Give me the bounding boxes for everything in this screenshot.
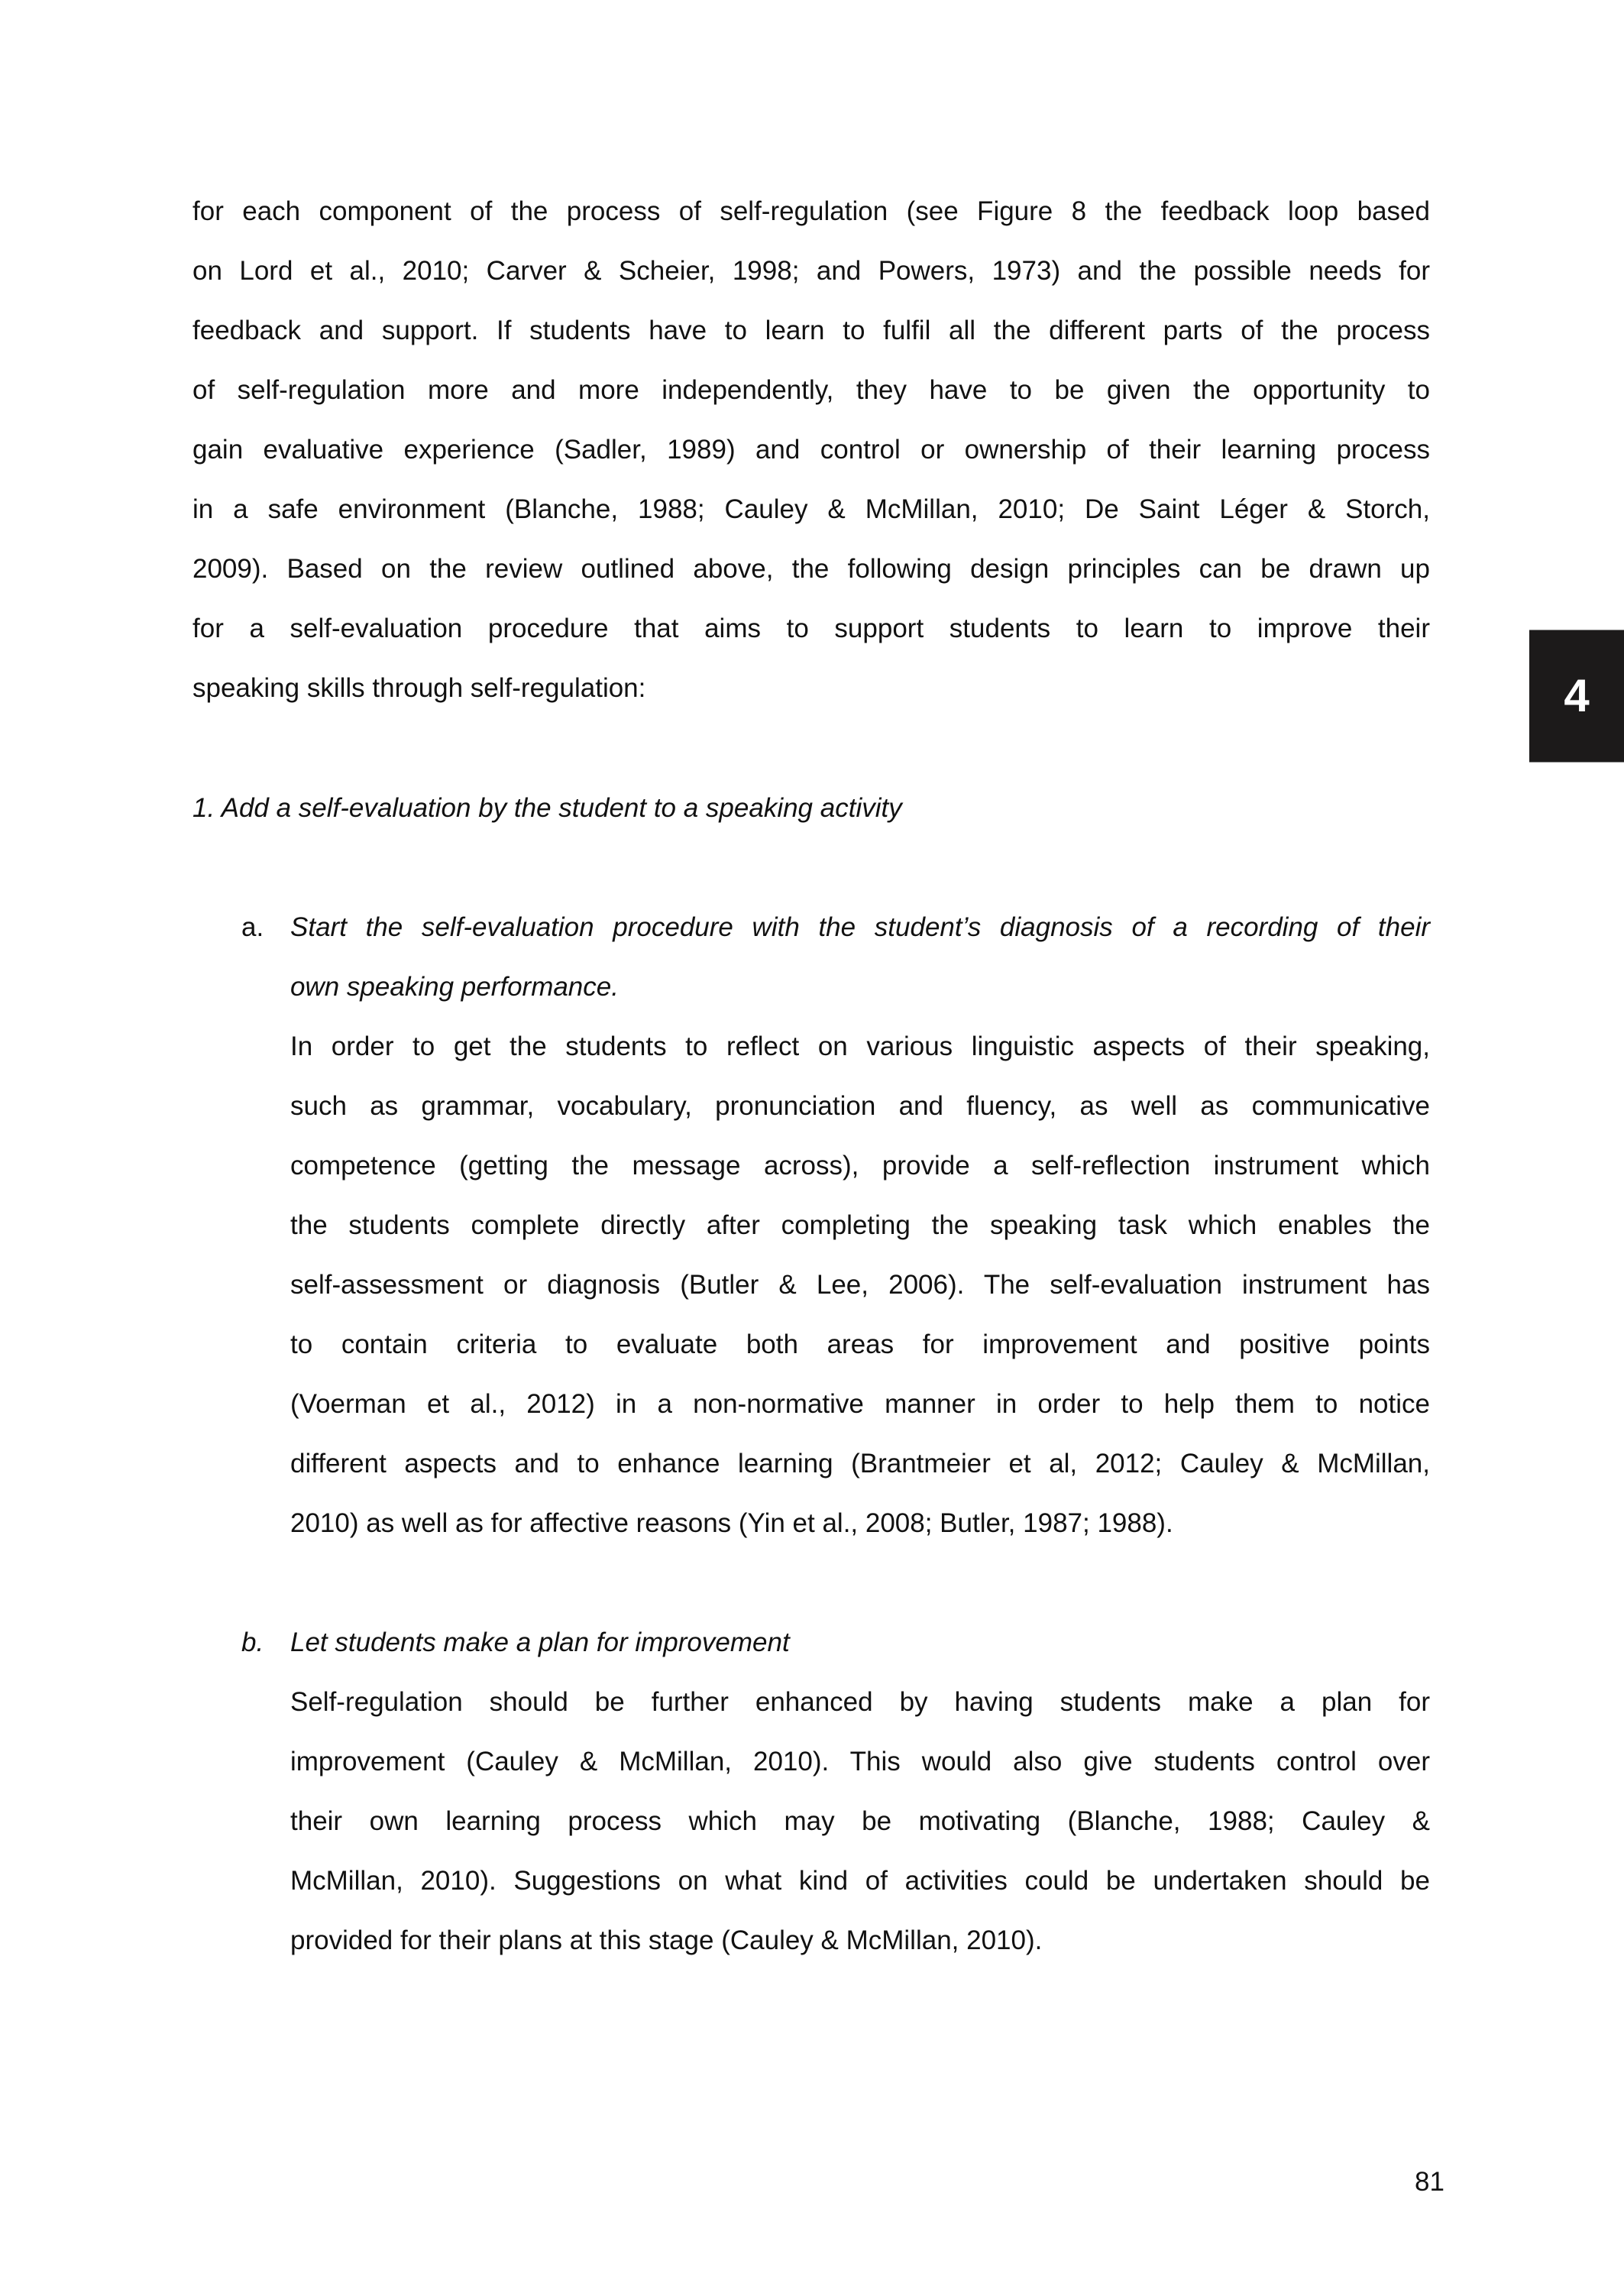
- list-marker: a.: [241, 912, 264, 942]
- item-body-line: (Voerman et al., 2012) in a non-normative manner in order to help them to notice: [290, 1389, 1430, 1419]
- paragraph-line: of self-regulation more and more independently, they have to be given the opportunity to: [192, 375, 1430, 405]
- item-body-line: self-assessment or diagnosis (Butler & Lee, 2006). The self-evaluation instrument has: [290, 1270, 1430, 1300]
- item-body-line: provided for their plans at this stage (Cauley & McMillan, 2010).: [290, 1925, 1043, 1955]
- page-number: 81: [1415, 2167, 1444, 2197]
- item-body-line: improvement (Cauley & McMillan, 2010). This would also give students control over: [290, 1747, 1430, 1776]
- list-marker: b.: [241, 1627, 264, 1657]
- item-title-line: Let students make a plan for improvement: [290, 1627, 790, 1657]
- paragraph-line: on Lord et al., 2010; Carver & Scheier, 1998; and Powers, 1973) and the possible needs for: [192, 256, 1430, 286]
- paragraph-line: feedback and support. If students have to learn to fulfil all the different parts of the process: [192, 316, 1430, 345]
- item-title-line: Start the self-evaluation procedure with the student’s diagnosis of a recording of their: [290, 912, 1430, 942]
- paragraph-line: gain evaluative experience (Sadler, 1989) and control or ownership of their learning process: [192, 435, 1430, 465]
- item-body-line: such as grammar, vocabulary, pronunciation and fluency, as well as communicative: [290, 1091, 1430, 1121]
- paragraph-line: speaking skills through self-regulation:: [192, 673, 646, 703]
- item-body-line: to contain criteria to evaluate both areas for improvement and positive points: [290, 1329, 1430, 1359]
- item-body-line: different aspects and to enhance learning (Brantmeier et al, 2012; Cauley & McMillan,: [290, 1449, 1430, 1478]
- item-body-line: competence (getting the message across), provide a self-reflection instrument which: [290, 1151, 1430, 1181]
- item-body-line: McMillan, 2010). Suggestions on what kind of activities could be undertaken should be: [290, 1866, 1430, 1896]
- paragraph-line: for a self-evaluation procedure that aims to support students to learn to improve their: [192, 614, 1430, 643]
- chapter-tab: [1529, 630, 1624, 763]
- item-body-line: the students complete directly after completing the speaking task which enables the: [290, 1210, 1430, 1240]
- paragraph-line: 2009). Based on the review outlined above, the following design principles can be drawn up: [192, 554, 1430, 584]
- item-body-line: their own learning process which may be motivating (Blanche, 1988; Cauley &: [290, 1806, 1430, 1836]
- principle-heading: 1. Add a self-evaluation by the student to a speaking activity: [192, 793, 902, 823]
- paragraph-line: in a safe environment (Blanche, 1988; Cauley & McMillan, 2010; De Saint Léger & Storch,: [192, 494, 1430, 524]
- item-body-line: In order to get the students to reflect on various linguistic aspects of their speaking,: [290, 1032, 1430, 1061]
- paragraph-line: for each component of the process of self-regulation (see Figure 8 the feedback loop based: [192, 196, 1430, 226]
- item-body-line: Self-regulation should be further enhanced by having students make a plan for: [290, 1687, 1430, 1717]
- item-body-line: 2010) as well as for affective reasons (Yin et al., 2008; Butler, 1987; 1988).: [290, 1508, 1173, 1538]
- item-title-line: own speaking performance.: [290, 972, 619, 1002]
- chapter-number: 4: [1564, 670, 1590, 721]
